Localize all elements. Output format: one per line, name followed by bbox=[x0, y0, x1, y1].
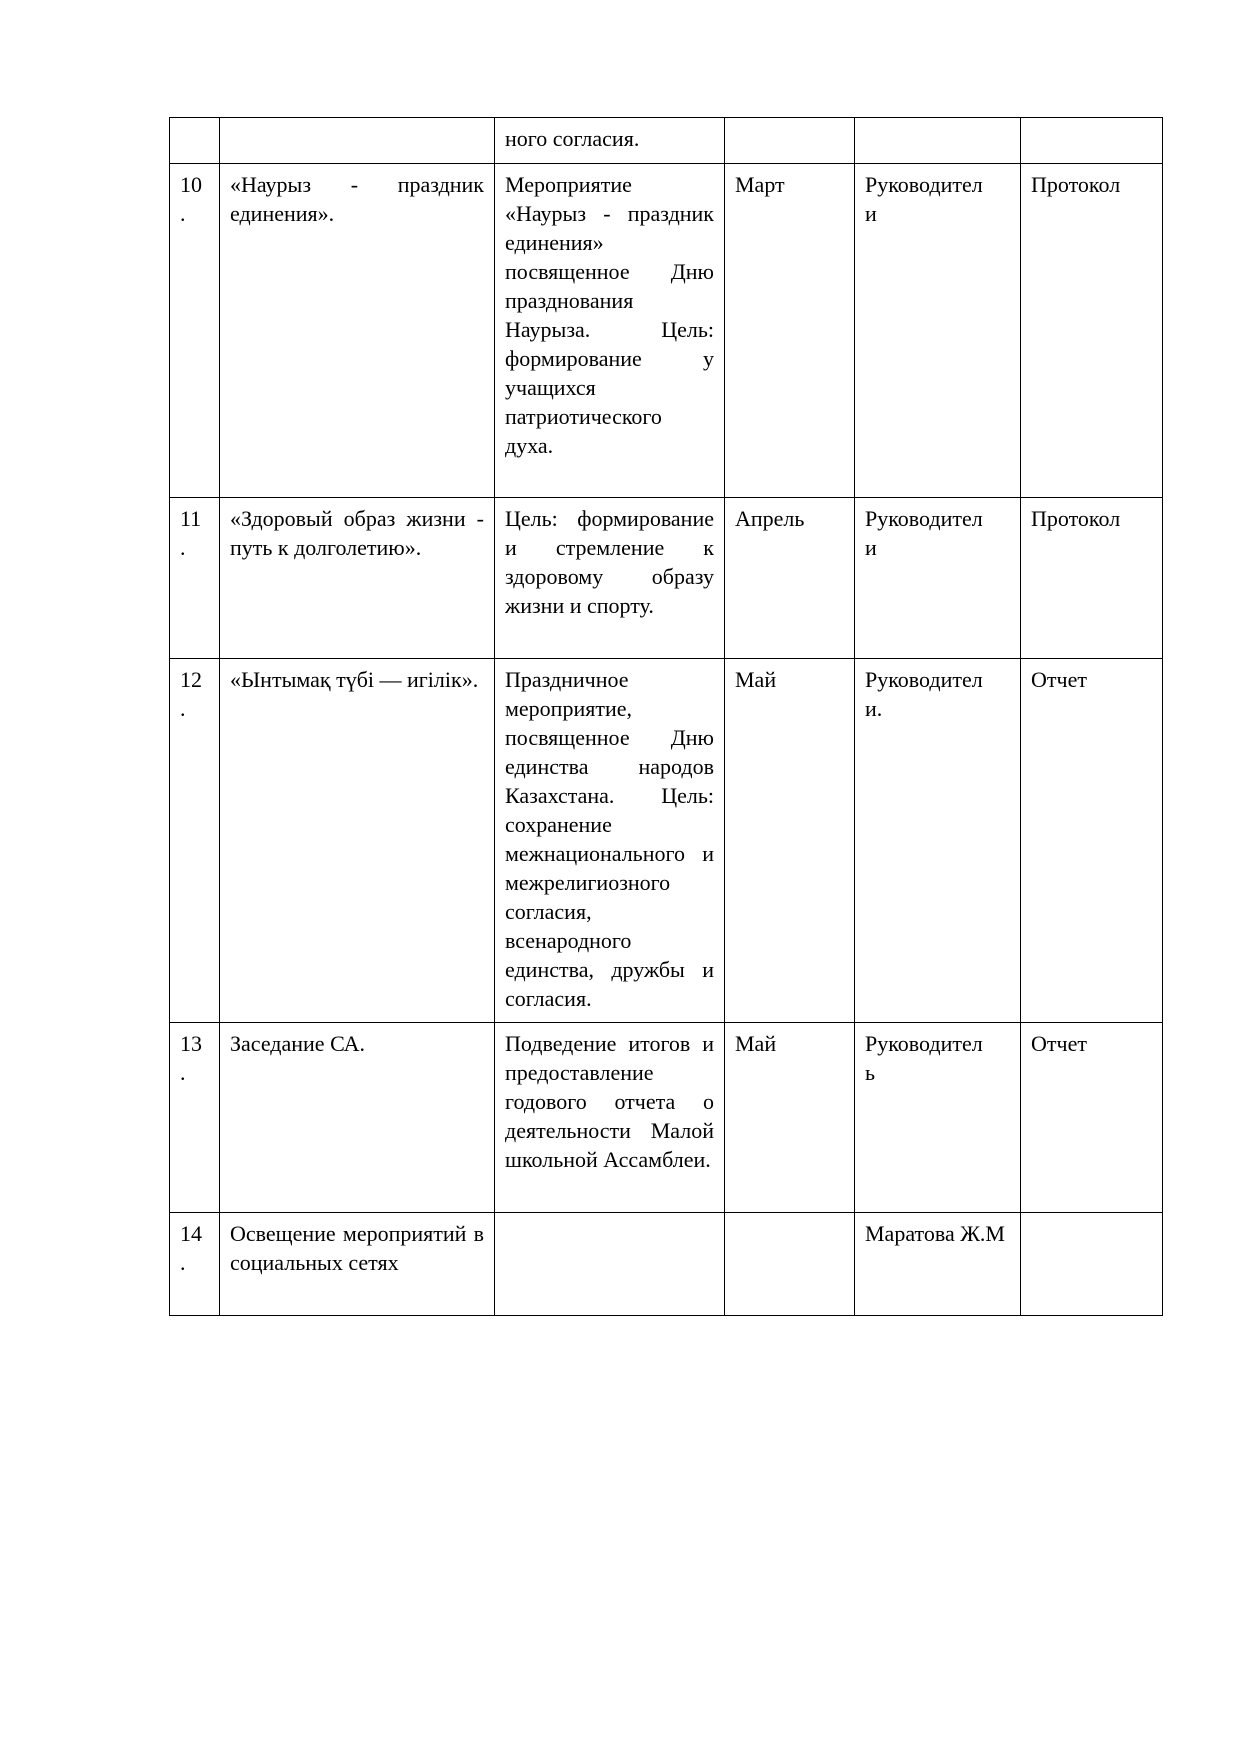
event-date-cell: Март bbox=[725, 164, 855, 498]
event-description-cell bbox=[495, 1213, 725, 1316]
event-description-cell: ного согласия. bbox=[495, 118, 725, 164]
row-number-cell: 10 . bbox=[170, 164, 220, 498]
report-form-cell bbox=[1021, 1213, 1163, 1316]
table-row bbox=[170, 1023, 1163, 1213]
event-date-cell: Май bbox=[725, 1023, 855, 1213]
event-title-cell bbox=[220, 118, 495, 164]
responsible-cell: Маратова Ж.М bbox=[855, 1213, 1021, 1316]
report-form-cell bbox=[1021, 118, 1163, 164]
event-description-cell: Мероприятие «Наурыз - праздник единения» посвященное Дню празднования Наурыза. Цель: формирование у учащихся патриотического духа. bbox=[495, 164, 725, 498]
event-title-cell: Освещение мероприятий в социальных сетях bbox=[220, 1213, 495, 1316]
event-title-cell: Заседание СА. bbox=[220, 1023, 495, 1213]
responsible-cell: Руководител и. bbox=[855, 659, 1021, 1023]
events-plan-table bbox=[169, 117, 1163, 1316]
report-form-cell: Отчет bbox=[1021, 1023, 1163, 1213]
responsible-cell: Руководител и bbox=[855, 164, 1021, 498]
table-row bbox=[170, 1213, 1163, 1316]
event-date-cell: Апрель bbox=[725, 498, 855, 659]
event-title-cell: «Здоровый образ жизни - путь к долголетию». bbox=[220, 498, 495, 659]
row-number-cell: 12 . bbox=[170, 659, 220, 1023]
event-date-cell: Май bbox=[725, 659, 855, 1023]
event-description-cell: Подведение итогов и предоставление годового отчета о деятельности Малой школьной Ассамблеи. bbox=[495, 1023, 725, 1213]
table-row bbox=[170, 498, 1163, 659]
report-form-cell: Отчет bbox=[1021, 659, 1163, 1023]
responsible-cell bbox=[855, 118, 1021, 164]
responsible-cell: Руководител ь bbox=[855, 1023, 1021, 1213]
event-date-cell bbox=[725, 1213, 855, 1316]
row-number-cell bbox=[170, 118, 220, 164]
row-number-cell: 14 . bbox=[170, 1213, 220, 1316]
event-description-cell: Праздничное мероприятие, посвященное Дню единства народов Казахстана. Цель: сохранение межнационального и межрелигиозного согласия, всенародного единства, дружбы и согласия. bbox=[495, 659, 725, 1023]
event-description-cell: Цель: формирование и стремление к здоровому образу жизни и спорту. bbox=[495, 498, 725, 659]
event-date-cell bbox=[725, 118, 855, 164]
table-row bbox=[170, 118, 1163, 164]
event-title-cell: «Наурыз - праздник единения». bbox=[220, 164, 495, 498]
table-row bbox=[170, 164, 1163, 498]
event-title-cell: «Ынтымақ түбі — игілік». bbox=[220, 659, 495, 1023]
row-number-cell: 13 . bbox=[170, 1023, 220, 1213]
row-number-cell: 11 . bbox=[170, 498, 220, 659]
report-form-cell: Протокол bbox=[1021, 164, 1163, 498]
table-row bbox=[170, 659, 1163, 1023]
report-form-cell: Протокол bbox=[1021, 498, 1163, 659]
responsible-cell: Руководител и bbox=[855, 498, 1021, 659]
